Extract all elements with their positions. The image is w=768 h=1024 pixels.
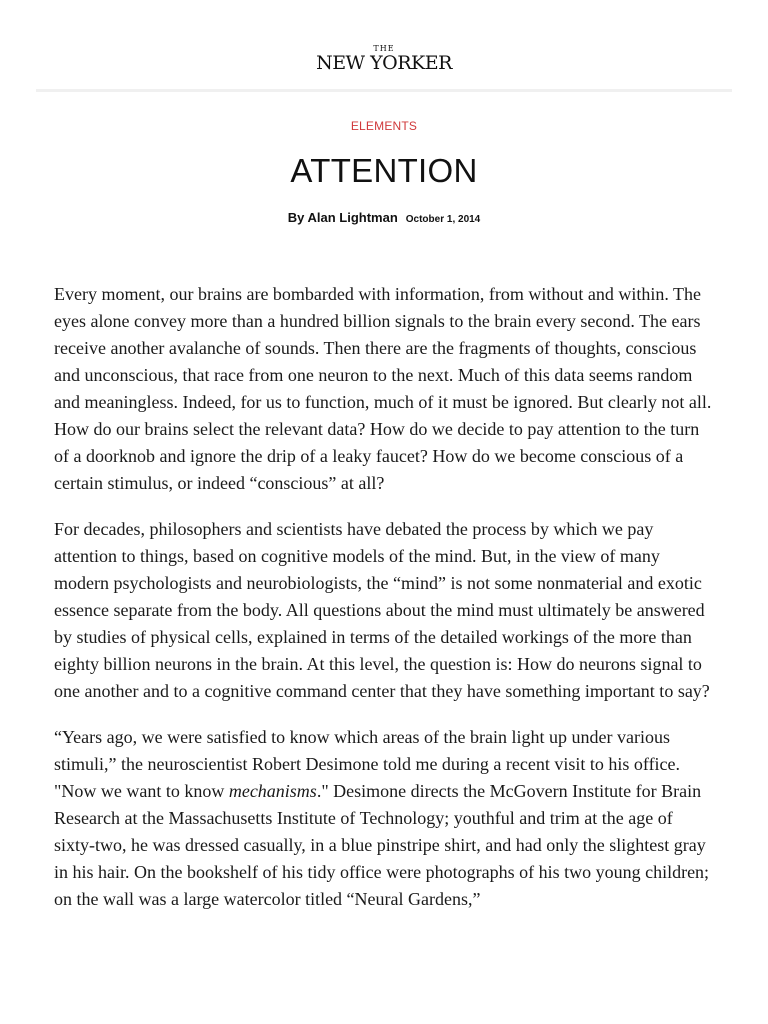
logo-new-yorker: NEW YORKER <box>316 52 452 74</box>
masthead-divider <box>36 89 732 92</box>
masthead-logo[interactable] <box>0 44 768 74</box>
byline <box>0 209 768 227</box>
paragraph-3-part-b: ." Desimone directs the McGovern Institute for Brain Research at the Massachusetts Institute of Technology; youthful and trim at the age of sixty-two, he was dressed casually, in a blue pinstripe shirt, and had only the slightest gray in his hair. On the bookshelf of his tidy office were photographs of his two young children; on the wall was a large watercolor titled “Neural Gardens,” <box>54 781 710 909</box>
paragraph-3 <box>54 724 716 913</box>
paragraph-3-part-a: “Years ago, we were satisfied to know which areas of the brain light up under various stimuli,” the neuroscientist Robert Desimone told me during a recent visit to his office. "Now we want to know <box>54 727 681 801</box>
publish-date: October 1, 2014 <box>405 214 481 225</box>
article-headline: ATTENTION <box>290 152 478 189</box>
paragraph-1: Every moment, our brains are bombarded with information, from without and within. The eyes alone convey more than a hundred billion signals to the brain every second. The ears receive another avalanche of sounds. Then there are the fragments of thoughts, conscious and unconscious, that race from one neuron to the next. Much of this data seems random and meaningless. Indeed, for us to function, much of it must be ignored. But clearly not all. How do our brains select the relevant data? How do we decide to pay attention to the turn of a doorknob and ignore the drip of a leaky faucet? How do we become conscious of a certain stimulus, or indeed “conscious” at all? <box>54 284 712 493</box>
article-body <box>54 281 716 932</box>
author-name: Alan Lightman <box>307 210 398 225</box>
paragraph-2: For decades, philosophers and scientists have debated the process by which we pay attention to things, based on cognitive models of the mind. But, in the view of many modern psychologists and neurobiologists, the “mind” is not some nonmaterial and exotic essence separate from the body. All questions about the mind must ultimately be answered by studies of physical cells, explained in terms of the detailed workings of the more than eighty billion neurons in the brain. At this level, the question is: How do neurons signal to one another and to a cognitive command center that they have something important to say? <box>54 519 710 701</box>
byline-author[interactable] <box>288 210 398 225</box>
section-rubric-link[interactable]: ELEMENTS <box>350 119 418 133</box>
emphasis-mechanisms: mechanisms <box>228 781 317 801</box>
logo-the: THE <box>373 44 395 53</box>
byline-prefix: By <box>287 210 308 225</box>
